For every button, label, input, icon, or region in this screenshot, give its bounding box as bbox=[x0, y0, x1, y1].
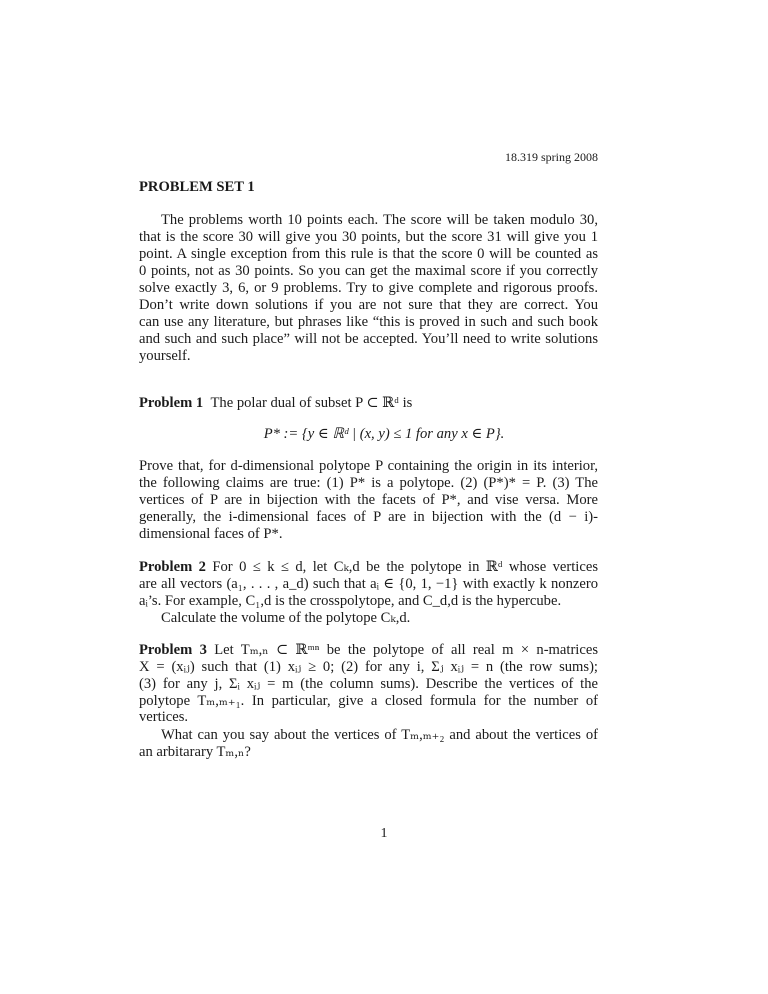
text-line: 0 points, not as 30 points. So you can get the maximal score if you correctly bbox=[139, 263, 598, 279]
text-line: dimensional faces of P*. bbox=[139, 526, 283, 542]
text-line: vertices of P are in bijection with the facets of P*, and vise versa. More bbox=[139, 492, 598, 508]
page-title: PROBLEM SET 1 bbox=[139, 179, 255, 195]
text-line: X = (xᵢⱼ) such that (1) xᵢⱼ ≥ 0; (2) for any i, Σⱼ xᵢⱼ = n (the row sums); bbox=[139, 659, 598, 675]
problem-label: Problem 1 bbox=[139, 395, 204, 411]
text-line: point. A single exception from this rule is that the score 0 will be counted as bbox=[139, 246, 598, 262]
text-line: are all vectors (a₁, . . . , a_d) such that aᵢ ∈ {0, 1, −1} with exactly k nonzero bbox=[139, 576, 598, 592]
text-line: aᵢ’s. For example, C₁,d is the crosspolytope, and C_d,d is the hypercube. bbox=[139, 593, 562, 609]
text-line: Calculate the volume of the polytope Cₖ,d. bbox=[161, 610, 411, 626]
text-line: The problems worth 10 points each. The score will be taken modulo 30, bbox=[161, 212, 598, 228]
text-line: What can you say about the vertices of Tₘ,ₘ₊₂ and about the vertices of bbox=[161, 727, 598, 743]
text-line: Don’t write down solutions if you are not sure that they are correct. You bbox=[139, 297, 598, 313]
course-header: 18.319 spring 2008 bbox=[505, 150, 598, 164]
text-line: can use any literature, but phrases like “this is proved in such and such book bbox=[139, 314, 598, 330]
polar-dual-formula: P* := {y ∈ ℝᵈ | (x, y) ≤ 1 for any x ∈ P}. bbox=[263, 426, 505, 442]
text-line: Prove that, for d-dimensional polytope P containing the origin in its interior, bbox=[139, 458, 598, 474]
text-line: vertices. bbox=[139, 709, 189, 725]
text-line: yourself. bbox=[139, 348, 191, 364]
text-line: (3) for any j, Σᵢ xᵢⱼ = m (the column sums). Describe the vertices of the bbox=[139, 676, 598, 692]
problem-label: Problem 2 bbox=[139, 559, 206, 575]
text-line: and such and such place” will not be accepted. You’ll need to write solutions bbox=[139, 331, 598, 347]
text-line: an arbitarary Tₘ,ₙ? bbox=[139, 744, 251, 760]
text-line: the following claims are true: (1) P* is a polytope. (2) (P*)* = P. (3) The bbox=[139, 475, 598, 491]
page-number: 1 bbox=[380, 826, 388, 841]
text-line: For 0 ≤ k ≤ d, let Cₖ,d be the polytope in ℝᵈ whose vertices bbox=[212, 559, 598, 575]
text-line: Let Tₘ,ₙ ⊂ ℝᵐⁿ be the polytope of all real m × n-matrices bbox=[214, 642, 598, 658]
text-line: polytope Tₘ,ₘ₊₁. In particular, give a closed formula for the number of bbox=[139, 693, 598, 709]
text-line: that is the score 30 will give you 30 points, but the score 31 will give you 1 bbox=[139, 229, 598, 245]
text-line: The polar dual of subset P ⊂ ℝᵈ is bbox=[210, 395, 413, 411]
text-line: generally, the i-dimensional faces of P are in bijection with the (d − i)- bbox=[139, 509, 598, 525]
text-line: solve exactly 3, 6, or 9 problems. Try to give complete and rigorous proofs. bbox=[139, 280, 598, 296]
problem-label: Problem 3 bbox=[139, 642, 207, 658]
